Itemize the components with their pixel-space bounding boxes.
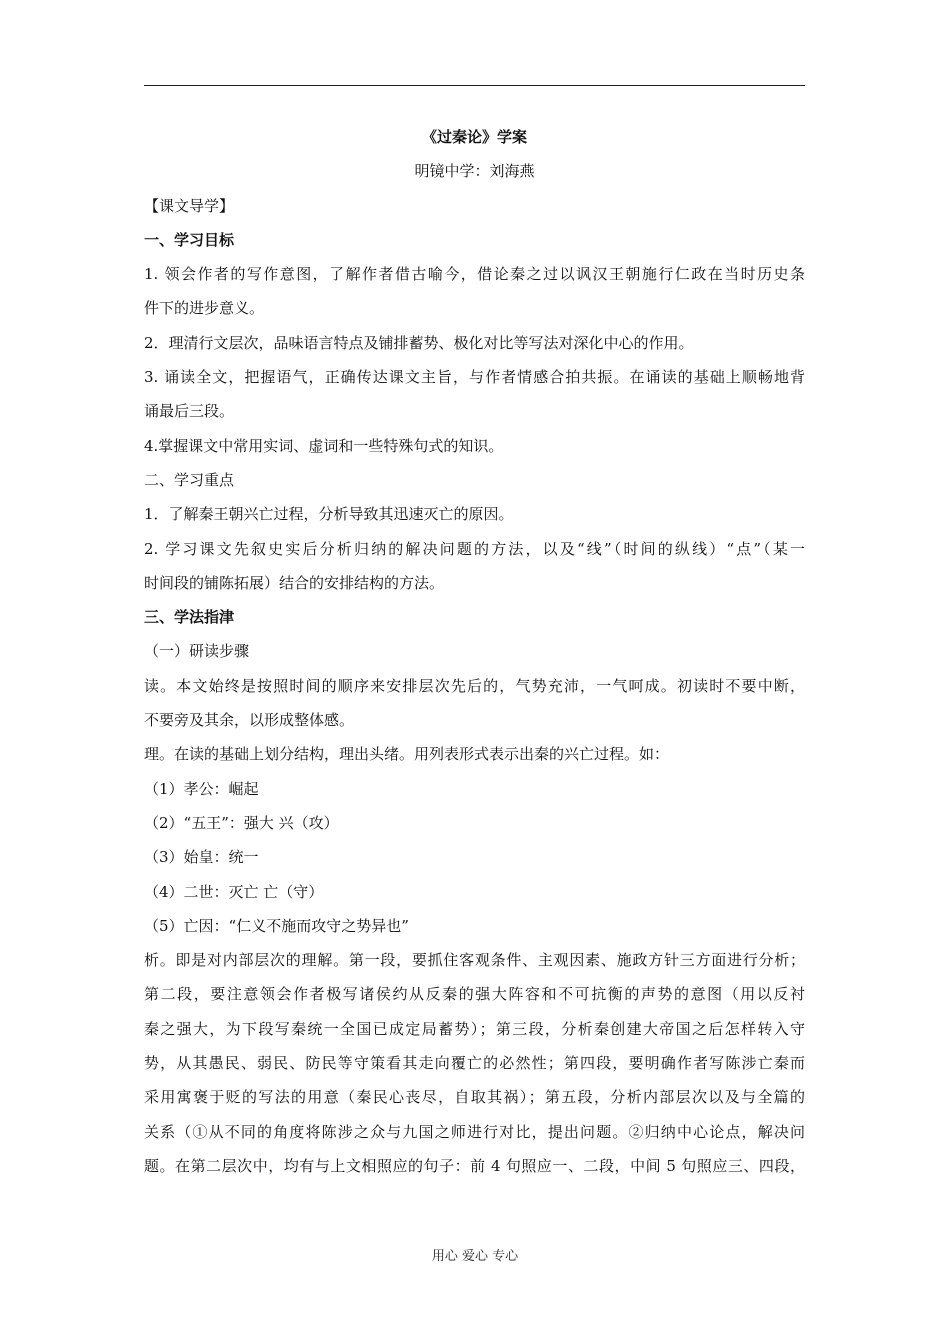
objective-1-line-1: 1. 领会作者的写作意图，了解作者借古喻今，借论秦之过以讽汉王朝施行仁政在当时历史条 [144, 265, 805, 284]
list-item: （4）二世：灭亡 亡（守） [144, 882, 324, 901]
page-footer: 用心 爱心 专心 [431, 1249, 519, 1264]
objective-4: 4.掌握课文中常用实词、虚词和一些特殊句式的知识。 [144, 436, 504, 455]
analysis-line-7: 题。在第二层次中，均有与上文相照应的句子：前 4 句照应一、二段，中间 5 句照应三、四段， [144, 1156, 805, 1175]
heading-key-points: 二、学习重点 [144, 470, 235, 489]
list-item: （2）“五王”：强大 兴（攻） [144, 813, 339, 832]
key-point-1: 1．了解秦王朝兴亡过程，分析导致其迅速灭亡的原因。 [144, 505, 514, 524]
analysis-line-2: 第二段，要注意领会作者极写诸侯约从反秦的强大阵容和不可抗衡的声势的意图（用以反衬 [144, 985, 805, 1004]
heading-study-methods: 三、学法指津 [144, 608, 235, 627]
objective-2: 2．理清行文层次，品味语言特点及铺排蓄势、极化对比等写法对深化中心的作用。 [144, 333, 694, 352]
analysis-line-4: 势，从其愚民、弱民、防民等守策看其走向覆亡的必然性；第四段，要明确作者写陈涉亡秦而 [144, 1054, 805, 1073]
key-point-2-line-2: 时间段的铺陈拓展）结合的安排结构的方法。 [144, 573, 445, 592]
list-item: （1）孝公：崛起 [144, 779, 259, 798]
objective-1-line-2: 件下的进步意义。 [144, 299, 265, 318]
analysis-line-3: 秦之强大，为下段写秦统一全国已成定局蓄势）；第三段，分析秦创建大帝国之后怎样转入守 [144, 1019, 805, 1038]
objective-3-line-1: 3. 诵读全文，把握语气，正确传达课文主旨，与作者情感合拍共振。在诵读的基础上顺畅地背 [144, 368, 805, 387]
header-rule [144, 85, 805, 86]
author-line: 明镜中学：刘海燕 [414, 162, 535, 181]
section-guide-heading: 【课文导学】 [144, 196, 235, 215]
objective-3-line-2: 诵最后三段。 [144, 402, 235, 421]
analysis-line-1: 析。即是对内部层次的理解。第一段，要抓住客观条件、主观因素、施政方针三方面进行分析； [144, 951, 805, 970]
organize-step: 理。在读的基础上划分结构，理出头绪。用列表形式表示出秦的兴亡过程。如： [144, 745, 670, 764]
list-item: （5）亡因：“仁义不施而攻守之势异也” [144, 916, 409, 935]
key-point-2-line-1: 2. 学习课文先叙史实后分析归纳的解决问题的方法，以及“线”（时间的纵线）“点”（某一 [144, 539, 805, 558]
analysis-line-6: 关系（①从不同的角度将陈涉之众与九国之师进行对比，提出问题。②归纳中心论点，解决问 [144, 1122, 805, 1141]
subheading-reading-steps: （一）研读步骤 [144, 642, 250, 661]
heading-learning-objectives: 一、学习目标 [144, 230, 235, 249]
read-step-line-2: 不要旁及其余，以形成整体感。 [144, 711, 355, 730]
analysis-line-5: 采用寓褒于贬的写法的用意（秦民心丧尽，自取其祸）；第五段，分析内部层次以及与全篇的 [144, 1088, 805, 1107]
page-title: 《过秦论》学案 [421, 128, 527, 146]
list-item: （3）始皇：统一 [144, 848, 259, 867]
document-body [144, 120, 805, 1183]
read-step-line-1: 读。本文始终是按照时间的顺序来安排层次先后的，气势充沛，一气呵成。初读时不要中断， [144, 676, 805, 695]
